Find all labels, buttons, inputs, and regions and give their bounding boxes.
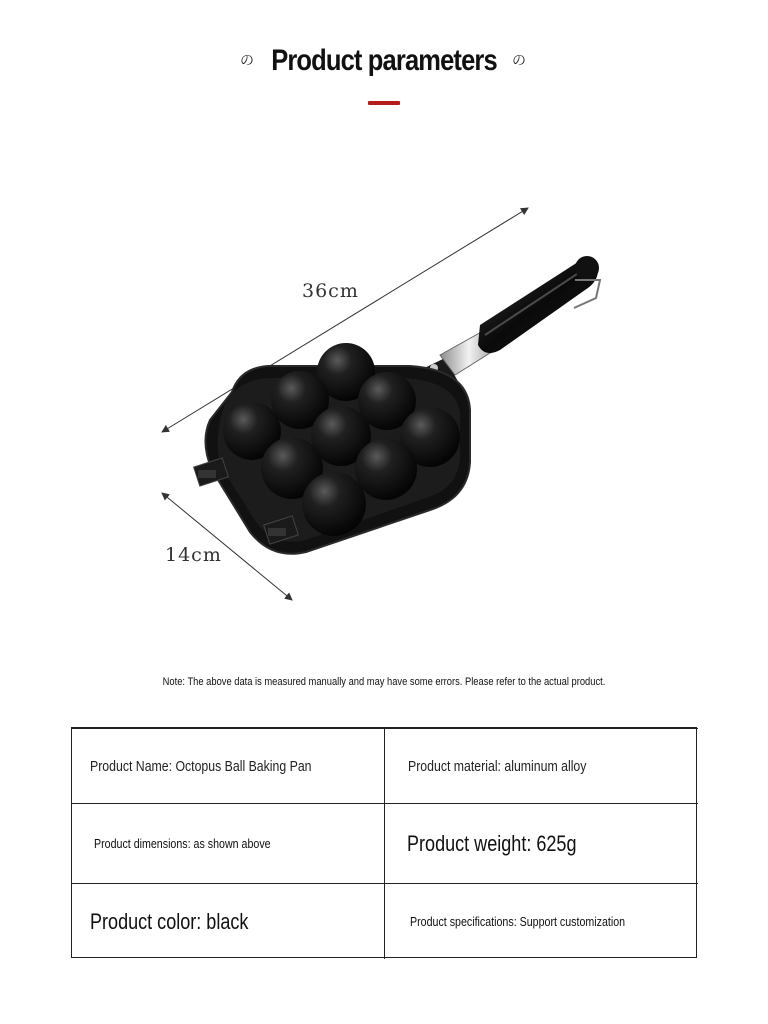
- table-row: [72, 728, 698, 803]
- spec-color: Product color: black: [90, 908, 249, 934]
- ornament-right: の: [512, 53, 526, 69]
- length-label: 36cm: [302, 280, 359, 302]
- table-row: [72, 803, 698, 883]
- table-row: [72, 883, 698, 959]
- width-label: 14cm: [165, 544, 222, 566]
- product-figure: [0, 180, 768, 630]
- spec-dimensions: Product dimensions: as shown above: [94, 836, 271, 851]
- page-header: [0, 40, 768, 90]
- octopus-ball-pan-image: [0, 180, 768, 630]
- ornament-left: の: [240, 53, 254, 69]
- spec-material: Product material: aluminum alloy: [408, 757, 587, 775]
- spec-table: [71, 727, 697, 958]
- spec-name: Product Name: Octopus Ball Baking Pan: [90, 757, 312, 775]
- title-accent-bar: [368, 101, 400, 105]
- spec-specifications: Product specifications: Support customization: [410, 914, 626, 929]
- spec-weight: Product weight: 625g: [407, 830, 577, 856]
- measurement-note: Note: The above data is measured manually and may have some errors. Please refer to the actual product.: [162, 676, 606, 688]
- page-title: Product parameters: [271, 44, 497, 77]
